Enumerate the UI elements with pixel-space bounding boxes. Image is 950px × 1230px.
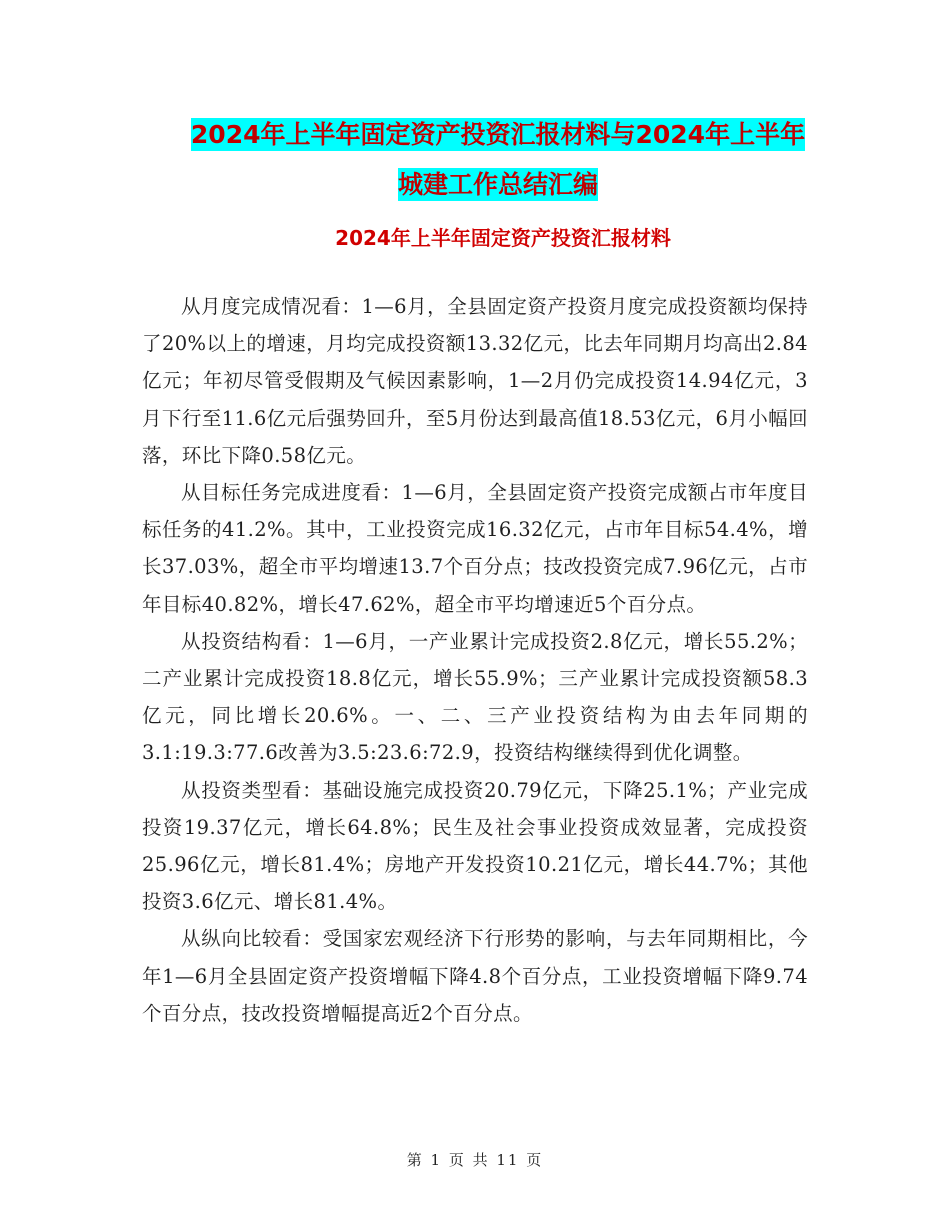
- document-title: [140, 110, 856, 210]
- paragraph-target-progress: 从目标任务完成进度看：1—6月，全县固定资产投资完成额占市年度目标任务的41.2%。其中，工业投资完成16.32亿元，占市年目标54.4%，增长37.03%，超全市平均增速13.7个百分点；技改投资完成7.96亿元，占市年目标40.82%，增长47.62%，超全市平均增速近5个百分点。: [142, 481, 808, 616]
- title-line-2: 城建工作总结汇编: [397, 170, 598, 199]
- document-body: [142, 288, 808, 1032]
- paragraph-investment-structure: 从投资结构看：1—6月，一产业累计完成投资2.8亿元，增长55.2%；二产业累计完成投资18.8亿元，增长55.9%；三产业累计完成投资额58.3亿元，同比增长20.6%。一、二、三产业投资结构为由去年同期的3.1:19.3:77.6改善为3.5:23.6:72.9，投资结构继续得到优化调整。: [142, 629, 808, 765]
- paragraph-investment-type: 从投资类型看：基础设施完成投资20.79亿元，下降25.1%；产业完成投资19.37亿元，增长64.8%；民生及社会事业投资成效显著，完成投资25.96亿元，增长81.4%；房地产开发投资10.21亿元，增长44.7%；其他投资3.6亿元、增长81.4%。: [142, 778, 808, 914]
- title-line-1: 2024年上半年固定资产投资汇报材料与2024年上半年: [190, 120, 806, 149]
- paragraph-monthly-completion: 从月度完成情况看：1—6月，全县固定资产投资月度完成投资额均保持了20%以上的增速，月均完成投资额13.32亿元，比去年同期月均高出2.84亿元；年初尽管受假期及气候因素影响，1—2月仍完成投资14.94亿元，3月下行至11.6亿元后强势回升，至5月份达到最高值18.53亿元，6月小幅回落，环比下降0.58亿元。: [142, 295, 808, 467]
- paragraph-vertical-comparison: 从纵向比较看：受国家宏观经济下行形势的影响，与去年同期相比，今年1—6月全县固定资产投资增幅下降4.8个百分点，工业投资增幅下降9.74个百分点，技改投资增幅提高近2个百分点。: [142, 927, 808, 1025]
- page-footer: 第 1 页 共 11 页: [406, 1151, 544, 1169]
- section-heading: 2024年上半年固定资产投资汇报材料: [335, 226, 671, 250]
